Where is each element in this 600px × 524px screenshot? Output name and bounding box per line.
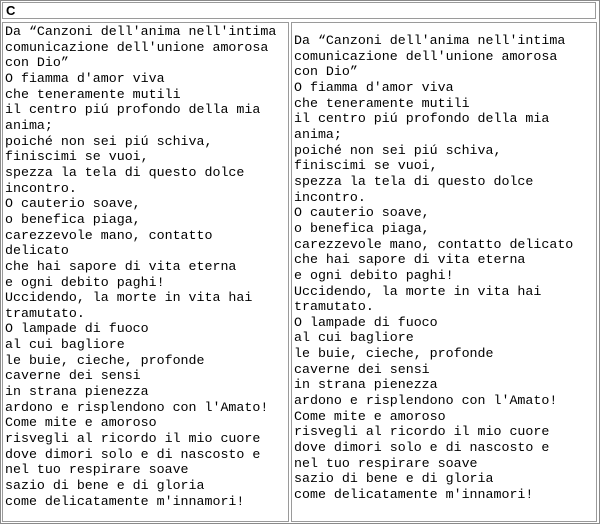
- poem-line: caverne dei sensi: [5, 368, 141, 384]
- poem-line: Da “Canzoni dell'anima nell'intima: [294, 33, 566, 48]
- poem-line: Come mite e amoroso: [294, 408, 446, 424]
- poem-line: Da “Canzoni dell'anima nell'intima: [5, 24, 277, 39]
- poem-line: che hai sapore di vita eterna: [294, 252, 526, 268]
- poem-line: ardono e risplendono con l'Amato!: [294, 393, 558, 409]
- poem-line: spezza la tela di questo dolce: [294, 173, 534, 189]
- poem-line: o benefica piaga,: [294, 220, 430, 236]
- poem-line: che teneramente mutili: [5, 86, 181, 102]
- poem-line: Uccidendo, la morte in vita hai: [294, 283, 542, 299]
- poem-line: sazio di bene e di gloria: [5, 478, 205, 494]
- poem-line: che teneramente mutili: [294, 95, 470, 111]
- right-poem-text: [294, 33, 594, 503]
- poem-line: le buie, cieche, profonde: [294, 346, 494, 362]
- poem-line: in strana pienezza: [294, 377, 438, 393]
- poem-line: tramutato.: [294, 299, 374, 315]
- poem-line: o benefica piaga,: [5, 211, 141, 227]
- poem-line: anima;: [294, 126, 342, 142]
- poem-line: poiché non sei piú schiva,: [294, 142, 502, 158]
- poem-line: risvegli al ricordo il mio cuore: [294, 424, 550, 440]
- poem-line: il centro piú profondo della mia: [294, 111, 550, 127]
- poem-line: comunicazione dell'unione amorosa: [5, 39, 269, 55]
- poem-line: con Dio”: [294, 64, 358, 80]
- poem-line: poiché non sei piú schiva,: [5, 133, 213, 149]
- poem-line: anima;: [5, 117, 53, 133]
- poem-line: con Dio”: [5, 55, 69, 71]
- poem-line: che hai sapore di vita eterna: [5, 258, 237, 274]
- poem-line: carezzevole mano, contatto: [5, 227, 213, 243]
- poem-line: tramutato.: [5, 305, 85, 321]
- right-text-cell: [291, 22, 597, 522]
- left-text-cell: [2, 22, 289, 522]
- poem-line: dove dimori solo e di nascosto e: [294, 440, 550, 456]
- poem-line: risvegli al ricordo il mio cuore: [5, 431, 261, 447]
- poem-line: in strana pienezza: [5, 384, 149, 400]
- poem-line: ardono e risplendono con l'Amato!: [5, 399, 269, 415]
- poem-line: dove dimori solo e di nascosto e: [5, 446, 261, 462]
- poem-line: O cauterio soave,: [294, 205, 430, 221]
- poem-line: O fiamma d'amor viva: [5, 70, 165, 86]
- poem-line: al cui bagliore: [294, 330, 414, 346]
- poem-line: caverne dei sensi: [294, 361, 430, 377]
- poem-line: come delicatamente m'innamori!: [294, 487, 534, 503]
- poem-line: sazio di bene e di gloria: [294, 471, 494, 487]
- poem-line: O lampade di fuoco: [5, 321, 149, 337]
- poem-line: e ogni debito paghi!: [5, 274, 165, 290]
- poem-line: Uccidendo, la morte in vita hai: [5, 290, 253, 306]
- poem-line: finiscimi se vuoi,: [5, 149, 149, 165]
- poem-line: nel tuo respirare soave: [294, 455, 478, 471]
- poem-line: O fiamma d'amor viva: [294, 79, 454, 95]
- poem-line: nel tuo respirare soave: [5, 462, 189, 478]
- poem-line: O cauterio soave,: [5, 196, 141, 212]
- poem-line: finiscimi se vuoi,: [294, 158, 438, 174]
- poem-line: O lampade di fuoco: [294, 314, 438, 330]
- table-header-cell: [2, 2, 596, 19]
- poem-line: incontro.: [5, 180, 77, 196]
- poem-line: spezza la tela di questo dolce: [5, 164, 245, 180]
- poem-line: al cui bagliore: [5, 337, 125, 353]
- left-poem-text: [5, 24, 286, 509]
- poem-line: Come mite e amoroso: [5, 415, 157, 431]
- poem-line: carezzevole mano, contatto delicato: [294, 236, 574, 252]
- poem-line: le buie, cieche, profonde: [5, 352, 205, 368]
- header-label: C: [6, 3, 16, 18]
- poem-line: il centro piú profondo della mia: [5, 102, 261, 118]
- poem-line: e ogni debito paghi!: [294, 267, 454, 283]
- poem-line: comunicazione dell'unione amorosa: [294, 48, 558, 64]
- poem-line: come delicatamente m'innamori!: [5, 493, 245, 509]
- poem-line: incontro.: [294, 189, 366, 205]
- poem-line: delicato: [5, 243, 69, 259]
